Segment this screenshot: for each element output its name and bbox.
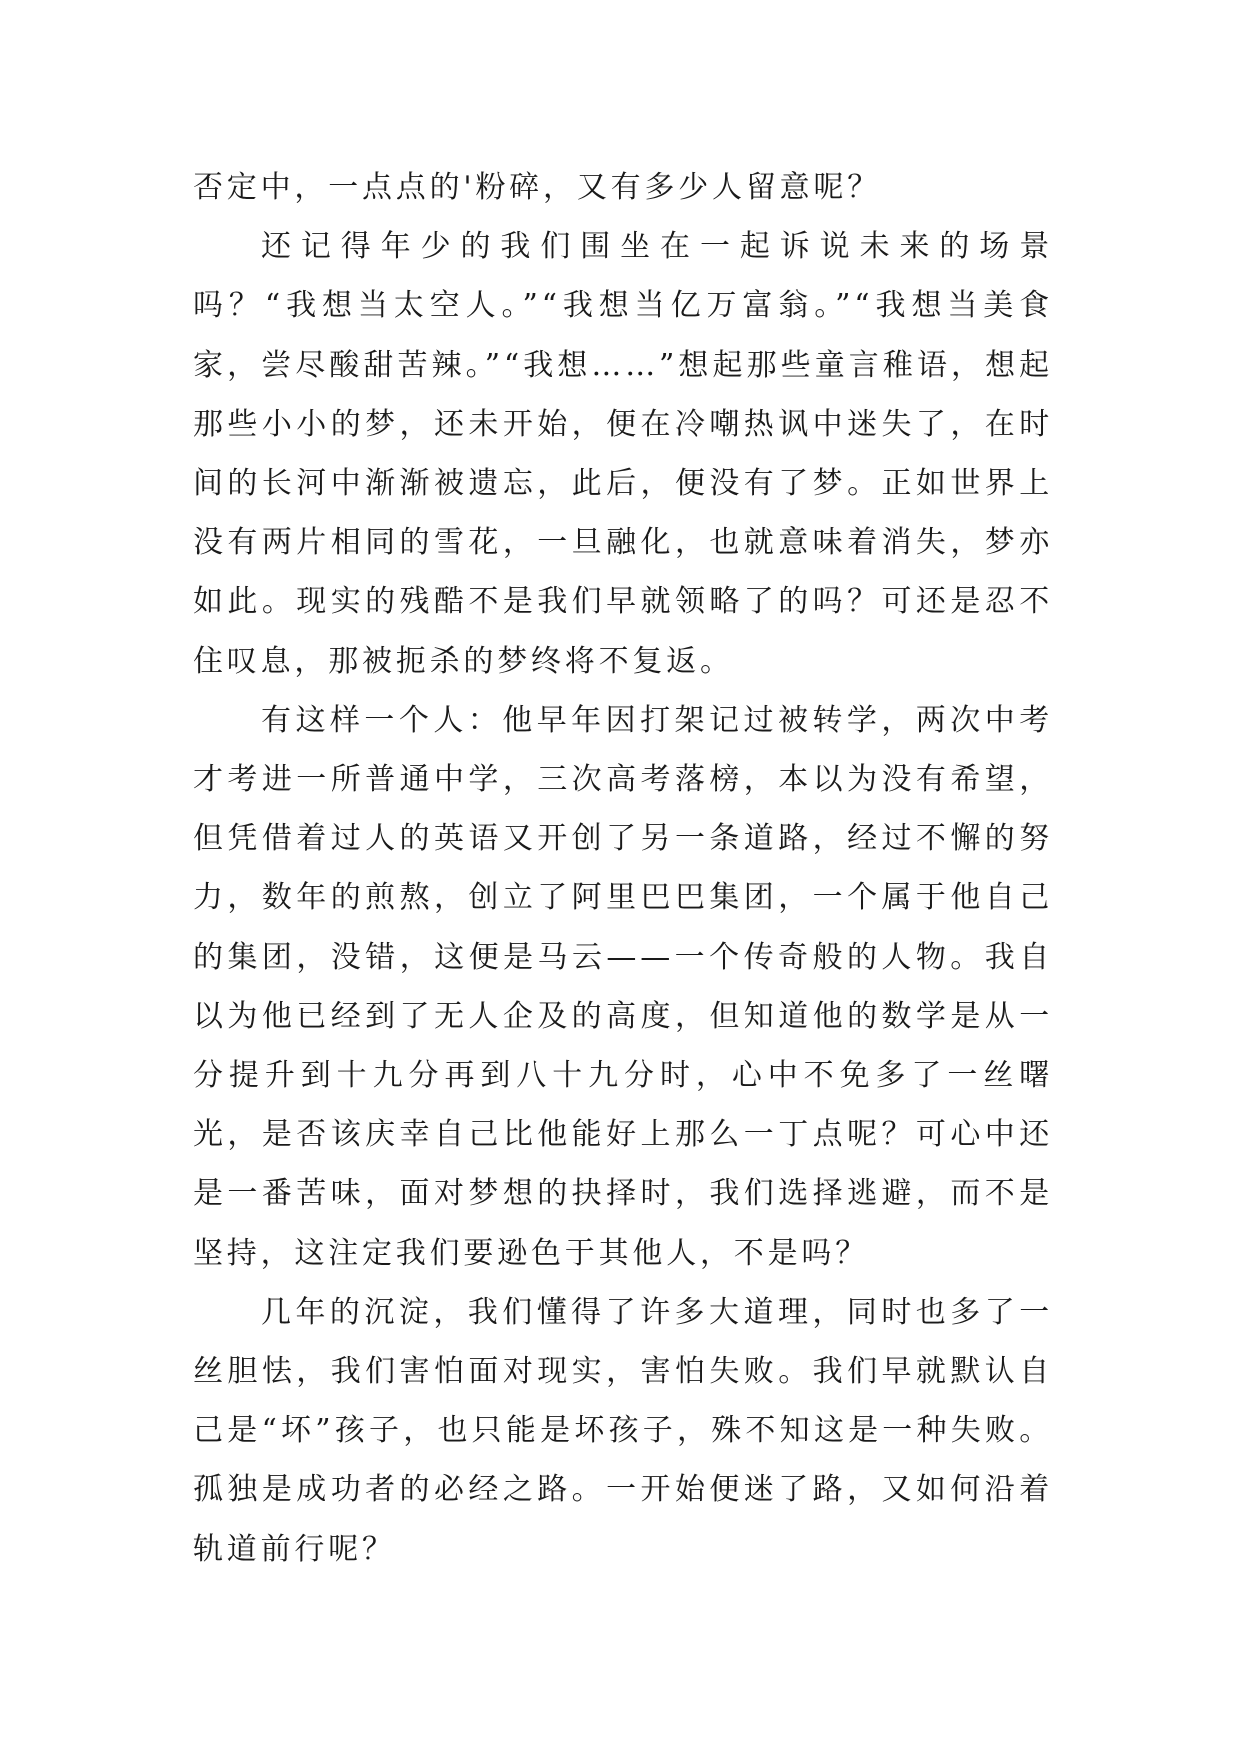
paragraph-jack-ma: 有这样一个人：他早年因打架记过被转学，两次中考才考进一所普通中学，三次高考落榜，本以为没有希望，但凭借着过人的英语又开创了另一条道路，经过不懈的努力，数年的煎熬，创立了阿里巴巴集团，一个属于他自己的集团，没错，这便是马云——一个传奇般的人物。我自以为他已经到了无人企及的高度，但知道他的数学是从一分提升到十九分再到八十九分时，心中不免多了一丝曙光，是否该庆幸自己比他能好上那么一丁点呢？可心中还是一番苦味，面对梦想的抉择时，我们选择逃避，而不是坚持，这注定我们要逊色于其他人，不是吗？ bbox=[193, 702, 1053, 1271]
paragraph-fear-of-failure: 几年的沉淀，我们懂得了许多大道理，同时也多了一丝胆怯，我们害怕面对现实，害怕失败。我们早就默认自己是“坏”孩子，也只能是坏孩子，殊不知这是一种失败。孤独是成功者的必经之路。一开始便迷了路，又如何沿着轨道前行呢？ bbox=[193, 1294, 1053, 1567]
essay-body bbox=[193, 158, 1053, 1579]
paragraph-continuation: 否定中，一点点的'粉碎，又有多少人留意呢？ bbox=[193, 170, 882, 205]
paragraph-childhood-dreams: 还记得年少的我们围坐在一起诉说未来的场景吗？“我想当太空人。”“我想当亿万富翁。”“我想当美食家，尝尽酸甜苦辣。”“我想……”想起那些童言稚语，想起那些小小的梦，还未开始，便在冷嘲热讽中迷失了，在时间的长河中渐渐被遗忘，此后，便没有了梦。正如世界上没有两片相同的雪花，一旦融化，也就意味着消失，梦亦如此。现实的残酷不是我们早就领略了的吗？可还是忍不住叹息，那被扼杀的梦终将不复返。 bbox=[193, 229, 1053, 679]
